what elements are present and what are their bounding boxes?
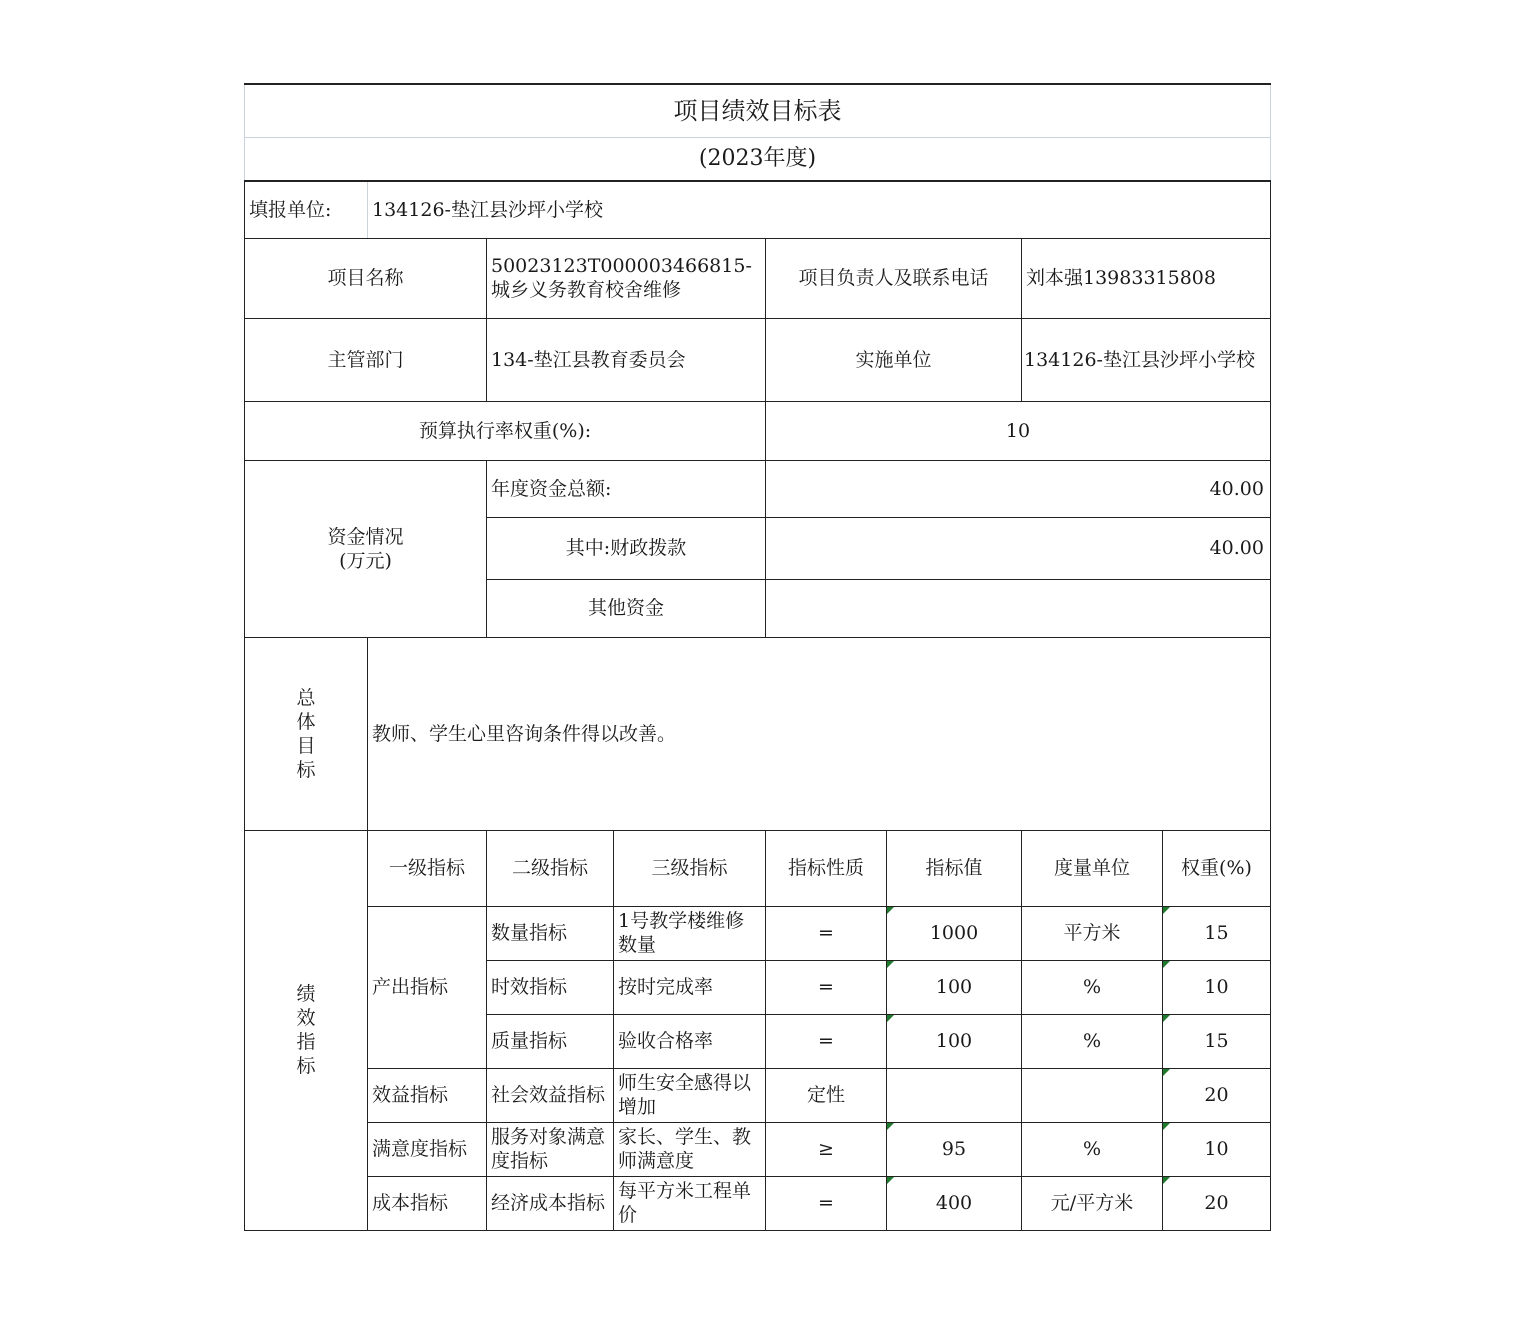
perf-char: 绩 [296, 983, 316, 1005]
level3-cell: 师生安全感得以增加 [614, 1068, 766, 1122]
dept-label: 主管部门 [245, 318, 487, 401]
table-row [245, 1176, 1271, 1230]
header-weight: 权重(%) [1163, 830, 1271, 906]
level1-cell: 效益指标 [368, 1068, 487, 1122]
performance-table [244, 83, 1271, 1231]
nature-cell: = [766, 960, 887, 1014]
level1-cell: 满意度指标 [368, 1122, 487, 1176]
dept-value: 134-垫江县教育委员会 [487, 318, 766, 401]
unit-cell: 平方米 [1022, 906, 1163, 960]
perf-char: 指 [296, 1031, 316, 1053]
impl-label: 实施单位 [766, 318, 1022, 401]
table-row [245, 1068, 1271, 1122]
level3-cell: 按时完成率 [614, 960, 766, 1014]
level2-cell: 经济成本指标 [487, 1176, 614, 1230]
performance-indicator-label [245, 830, 368, 1230]
nature-cell: = [766, 906, 887, 960]
sheet-title: 项目绩效目标表 [245, 84, 1271, 138]
other-funds-label: 其他资金 [487, 579, 766, 637]
filing-unit-value: 134126-垫江县沙坪小学校 [368, 181, 1271, 238]
annual-total-label: 年度资金总额: [487, 460, 766, 517]
header-unit: 度量单位 [1022, 830, 1163, 906]
overall-goal-char: 标 [296, 758, 316, 781]
project-name-value: 50023123T000003466815-城乡义务教育校舍维修 [487, 238, 766, 318]
header-level3: 三级指标 [614, 830, 766, 906]
manager-label: 项目负责人及联系电话 [766, 238, 1022, 318]
level2-cell: 时效指标 [487, 960, 614, 1014]
budget-weight-label: 预算执行率权重(%): [245, 401, 766, 460]
weight-cell: 20 [1163, 1068, 1271, 1122]
weight-cell: 10 [1163, 960, 1271, 1014]
budget-weight-value: 10 [766, 401, 1271, 460]
nature-cell: 定性 [766, 1068, 887, 1122]
fiscal-value: 40.00 [766, 517, 1271, 579]
value-cell: 100 [887, 1014, 1022, 1068]
funds-label-line2: (万元) [339, 549, 392, 572]
unit-cell: 元/平方米 [1022, 1176, 1163, 1230]
value-cell: 100 [887, 960, 1022, 1014]
annual-total-value: 40.00 [766, 460, 1271, 517]
level2-cell: 服务对象满意度指标 [487, 1122, 614, 1176]
funds-label [245, 460, 487, 637]
weight-cell: 10 [1163, 1122, 1271, 1176]
level3-cell: 家长、学生、教师满意度 [614, 1122, 766, 1176]
weight-cell: 15 [1163, 1014, 1271, 1068]
overall-goal-char: 体 [296, 710, 316, 733]
filing-unit-label: 填报单位: [245, 181, 368, 238]
table-row [245, 906, 1271, 960]
value-cell: 95 [887, 1122, 1022, 1176]
level3-cell: 1号教学楼维修数量 [614, 906, 766, 960]
nature-cell: = [766, 1176, 887, 1230]
header-level1: 一级指标 [368, 830, 487, 906]
manager-value: 刘本强13983315808 [1022, 238, 1271, 318]
nature-cell: ≥ [766, 1122, 887, 1176]
perf-char: 效 [296, 1007, 316, 1029]
level2-cell: 质量指标 [487, 1014, 614, 1068]
header-level2: 二级指标 [487, 830, 614, 906]
overall-goal-char: 总 [296, 686, 316, 709]
fiscal-label: 其中:财政拨款 [487, 517, 766, 579]
level3-cell: 每平方米工程单价 [614, 1176, 766, 1230]
weight-cell: 15 [1163, 906, 1271, 960]
level1-cell: 产出指标 [368, 906, 487, 1068]
value-cell [887, 1068, 1022, 1122]
level1-cell: 成本指标 [368, 1176, 487, 1230]
unit-cell: % [1022, 960, 1163, 1014]
sheet-year: (2023年度) [245, 138, 1271, 182]
overall-goal-label [245, 637, 368, 830]
level2-cell: 社会效益指标 [487, 1068, 614, 1122]
unit-cell: % [1022, 1122, 1163, 1176]
impl-value: 134126-垫江县沙坪小学校 [1022, 318, 1271, 401]
overall-goal-text: 教师、学生心里咨询条件得以改善。 [368, 637, 1271, 830]
header-nature: 指标性质 [766, 830, 887, 906]
unit-cell: % [1022, 1014, 1163, 1068]
value-cell: 400 [887, 1176, 1022, 1230]
overall-goal-char: 目 [296, 734, 316, 757]
performance-target-sheet [244, 83, 1270, 1231]
value-cell: 1000 [887, 906, 1022, 960]
level3-cell: 验收合格率 [614, 1014, 766, 1068]
table-row [245, 1122, 1271, 1176]
nature-cell: = [766, 1014, 887, 1068]
project-name-label: 项目名称 [245, 238, 487, 318]
perf-char: 标 [296, 1055, 316, 1077]
weight-cell: 20 [1163, 1176, 1271, 1230]
other-funds-value [766, 579, 1271, 637]
unit-cell [1022, 1068, 1163, 1122]
level2-cell: 数量指标 [487, 906, 614, 960]
funds-label-line1: 资金情况 [327, 525, 404, 548]
header-value: 指标值 [887, 830, 1022, 906]
